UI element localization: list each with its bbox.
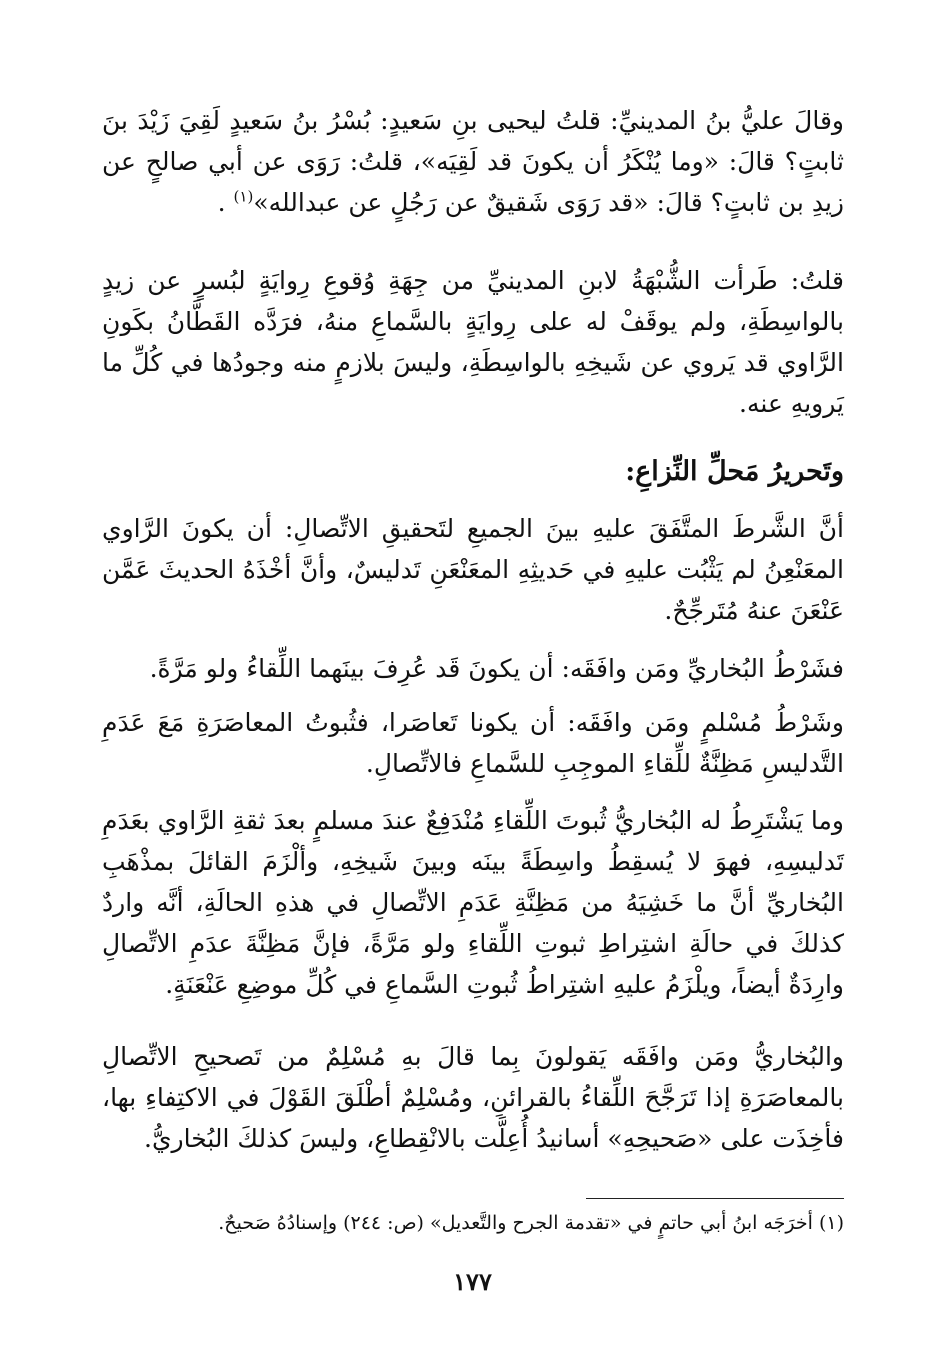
paragraph-2: قلتُ: طَرأت الشُّبْهَةُ لابنِ المدينيِّ من جِهَةِ وُقوعِ رِوايَةٍ لبُسرٍ عن زيدٍ بالواسِطَةِ، ولم يوقَفْ له على رِوايَةٍ بالسَّماعِ منهُ، فرَدَّه القَطَّانُ بكَونِ الرَّاوي قد يَروي عن شَيخِهِ بالواسِطَةِ، وليسَ بلازمٍ منه وجودُها في كُلِّ ما يَرويهِ عنه. — [102, 266, 844, 418]
page-number: ١٧٧ — [453, 1267, 492, 1296]
paragraph-6: وما يَشْتَرِطُ له البُخاريُّ ثُبوتَ اللِّقاءِ مُنْدَفِعٌ عندَ مسلمٍ بعدَ ثقةِ الرَّاوي بعَدَمِ تَدليسِهِ، فهوَ لا يُسقِطُ واسِطَةً بينَه وبينَ شَيخِهِ، وألْزَمَ القائلَ بمذْهَبِ البُخاريِّ أنَّ ما خَشِيَهُ من مَظِنَّةِ عَدَمِ الاتِّصالِ في هذهِ الحالَةِ، أنَّه واردٌ كذلكَ في حالَةِ اشتِراطِ ثبوتِ اللِّقاءِ ولو مَرَّةً، فإنَّ مَظِنَّةَ عدَمِ الاتِّصالِ وارِدَةٌ أيضاً، ويلْزَمُ عليهِ اشتِراطُ ثُبوتِ السَّماعِ في كُلِّ موضِعِ عَنْعَنَةٍ. — [102, 806, 844, 999]
paragraph-7: والبُخاريُّ ومَن وافَقَه يَقولونَ بِما قالَ بهِ مُسْلِمٌ من تَصحيحِ الاتِّصالِ بالمعاصَرَةِ إذا تَرَجَّحَ اللِّقاءُ بالقرائنِ، ومُسْلِمٌ أطْلَقَ القَوْلَ في الاكتِفاءِ بها، فأخِذَت على «صَحيحِهِ» أسانيدُ أُعِلَّت بالانْقِطاعِ، وليسَ كذلكَ البُخاريُّ. — [102, 1042, 844, 1153]
section-heading: وتَحريرُ مَحلِّ النِّزاعِ: — [625, 456, 844, 487]
paragraph-1-text: وقالَ عليُّ بنُ المدينيِّ: قلتُ ليحيى بنِ سَعيدٍ: بُسْرُ بنُ سَعيدٍ لَقِيَ زَيْدَ بنَ ثابتٍ؟ قالَ: «وما يُنْكَرُ أن يكونَ قد لَقِيَه»، قلتُ: رَوَى عن أبي صالحٍ عن زيدِ بن ثابتٍ؟ قالَ: «قد رَوَى شَقيقٌ عن رَجُلٍ عن عبدالله» — [102, 106, 844, 217]
footnote-separator — [586, 1198, 844, 1199]
footnote-ref: (١) — [233, 187, 254, 206]
paragraph-1: وقالَ عليُّ بنُ المدينيِّ: قلتُ ليحيى بنِ سَعيدٍ: بُسْرُ بنُ سَعيدٍ لَقِيَ زَيْدَ بنَ ثابتٍ؟ قالَ: «وما يُنْكَرُ أن يكونَ قد لَقِيَه»، قلتُ: رَوَى عن أبي صالحٍ عن زيدِ بن ثابتٍ؟ قالَ: «قد رَوَى شَقيقٌ عن رَجُلٍ عن عبدالله»$^{(١)}$ . — [102, 106, 844, 217]
paragraph-5: وشَرْطُ مُسْلمٍ ومَن وافَقَه: أن يكونا تَعاصَرا، فثُبوتُ المعاصَرَةِ مَعَ عَدَمِ التَّدليسِ مَظِنَّةٌ للِّقاءِ الموجِبِ للسَّماعِ فالاتِّصالِ. — [102, 708, 844, 778]
footnote: (١) أخرَجَه ابنُ أبي حاتمٍ في «تقدمة الجرح والتَّعديل» (ص: ٢٤٤) وإسنادُهُ صَحيحٌ. — [218, 1212, 844, 1234]
paragraph-3: أنَّ الشَّرطَ المتَّفَقَ عليهِ بينَ الجميعِ لتَحقيقِ الاتِّصالِ: أن يكونَ الرَّاوي المعَنْعِنُ لم يَثْبُت عليهِ في حَديثِهِ المعَنْعَنِ تَدليسٌ، وأنَّ أخْذَهُ الحديثَ عَمَّن عَنْعَنَ عنهُ مُتَرجِّحٌ. — [102, 514, 844, 625]
paragraph-4: فشَرْطُ البُخاريِّ ومَن وافَقَه: أن يكونَ قَد عُرِفَ بينَهما اللِّقاءُ ولو مَرَّةً. — [149, 654, 844, 683]
